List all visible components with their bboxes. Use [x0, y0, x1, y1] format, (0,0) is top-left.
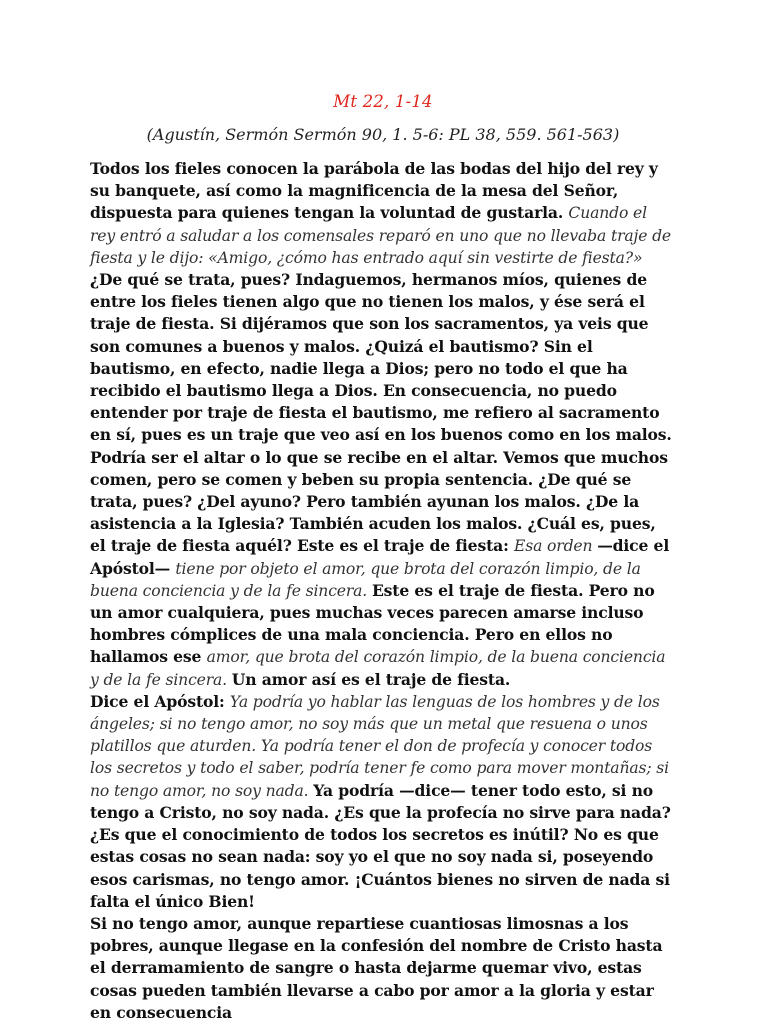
source-citation: (Agustín, Sermón Sermón 90, 1. 5-6: PL 38, 559. 561-563): [146, 125, 620, 144]
text-run: Este es el traje de fiesta. Pero no un amor cualquiera, pues muchas veces parecen amarse incluso hombres cómplices de una mala conciencia. Pero en ellos no hallamos ese: [90, 580, 655, 667]
text-run: Si no tengo amor, aunque repartiese cuantiosas limosnas a los pobres, aunque llegase en la confesión del nombre de Cristo hasta el derramamiento de sangre o hasta dejarme quemar vivo, estas cosas pueden también llevarse a cabo por amor a la gloria y estar en consecuencia: [90, 913, 663, 1022]
text-run: Dice el Apóstol:: [90, 691, 230, 711]
scripture-quote: Cuando el rey entró a saludar a los comensales reparó en uno que no llevaba traje de fiesta y le dijo: «Amigo, ¿cómo has entrado aquí sin vestirte de fiesta?»: [90, 204, 672, 267]
text-run: Un amor así es el traje de fiesta.: [231, 669, 511, 689]
page-title: Mt 22, 1-14: [333, 92, 433, 111]
scripture-quote: Ya podría yo hablar las lenguas de los hombres y de los ángeles; si no tengo amor, no soy más que un metal que resuena o unos platillos que aturden. Ya podría tener el don de profecía y conocer todos los secretos y todo el saber, podría tener fe como para mover montañas; si no tengo amor, no soy nada.: [90, 692, 669, 800]
text-run: ¿De qué se trata, pues? Indaguemos, hermanos míos, quienes de entre los fieles tienen algo que no tienen los malos, y ése será el traje de fiesta. Si dijéramos que son los sacramentos, ya veis que son comunes a buenos y malos. ¿Quizá el bautismo? Sin el bautismo, en efecto, nadie llega a Dios; pero no todo el que ha recibido el bautismo llega a Dios. En consecuencia, no puedo entender por traje de fiesta el bautismo, me refiero al sacramento en sí, pues es un traje que veo así en los buenos como en los malos. Podría ser el altar o lo que se recibe en el altar. Vemos que muchos comen, pero se comen y beben su propia sentencia. ¿De qué se trata, pues? ¿Del ayuno? Pero también ayunan los malos. ¿De la asistencia a la Iglesia? También acuden los malos. ¿Cuál es, pues, el traje de fiesta aquél? Este es el traje de fiesta:: [90, 270, 672, 556]
paragraph-3: [90, 691, 676, 913]
paragraph-1: [90, 158, 676, 269]
scripture-quote: amor, que brota del corazón limpio, de la buena conciencia y de la fe sincera.: [90, 648, 666, 689]
scripture-quote: Esa orden: [513, 537, 598, 556]
paragraph-2: [90, 269, 676, 691]
body-text: [90, 158, 676, 1024]
text-run: Ya podría —dice— tener todo esto, si no tengo a Cristo, no soy nada. ¿Es que la profecía no sirve para nada? ¿Es que el conocimiento de todos los secretos es inútil? No es que estas cosas no sean nada: soy yo el que no soy nada si, poseyendo esos carismas, no tengo amor. ¡Cuántos bienes no sirven de nada si falta el único Bien!: [90, 780, 671, 911]
paragraph-4: [90, 913, 676, 1024]
scripture-quote: tiene por objeto el amor, que brota del corazón limpio, de la buena conciencia y de la fe sincera.: [90, 559, 641, 600]
text-run: —dice el Apóstol—: [90, 536, 670, 578]
text-run: Todos los fieles conocen la parábola de las bodas del hijo del rey y su banquete, así como la magnificencia de la mesa del Señor, dispuesta para quienes tengan la voluntad de gustarla.: [90, 159, 658, 223]
